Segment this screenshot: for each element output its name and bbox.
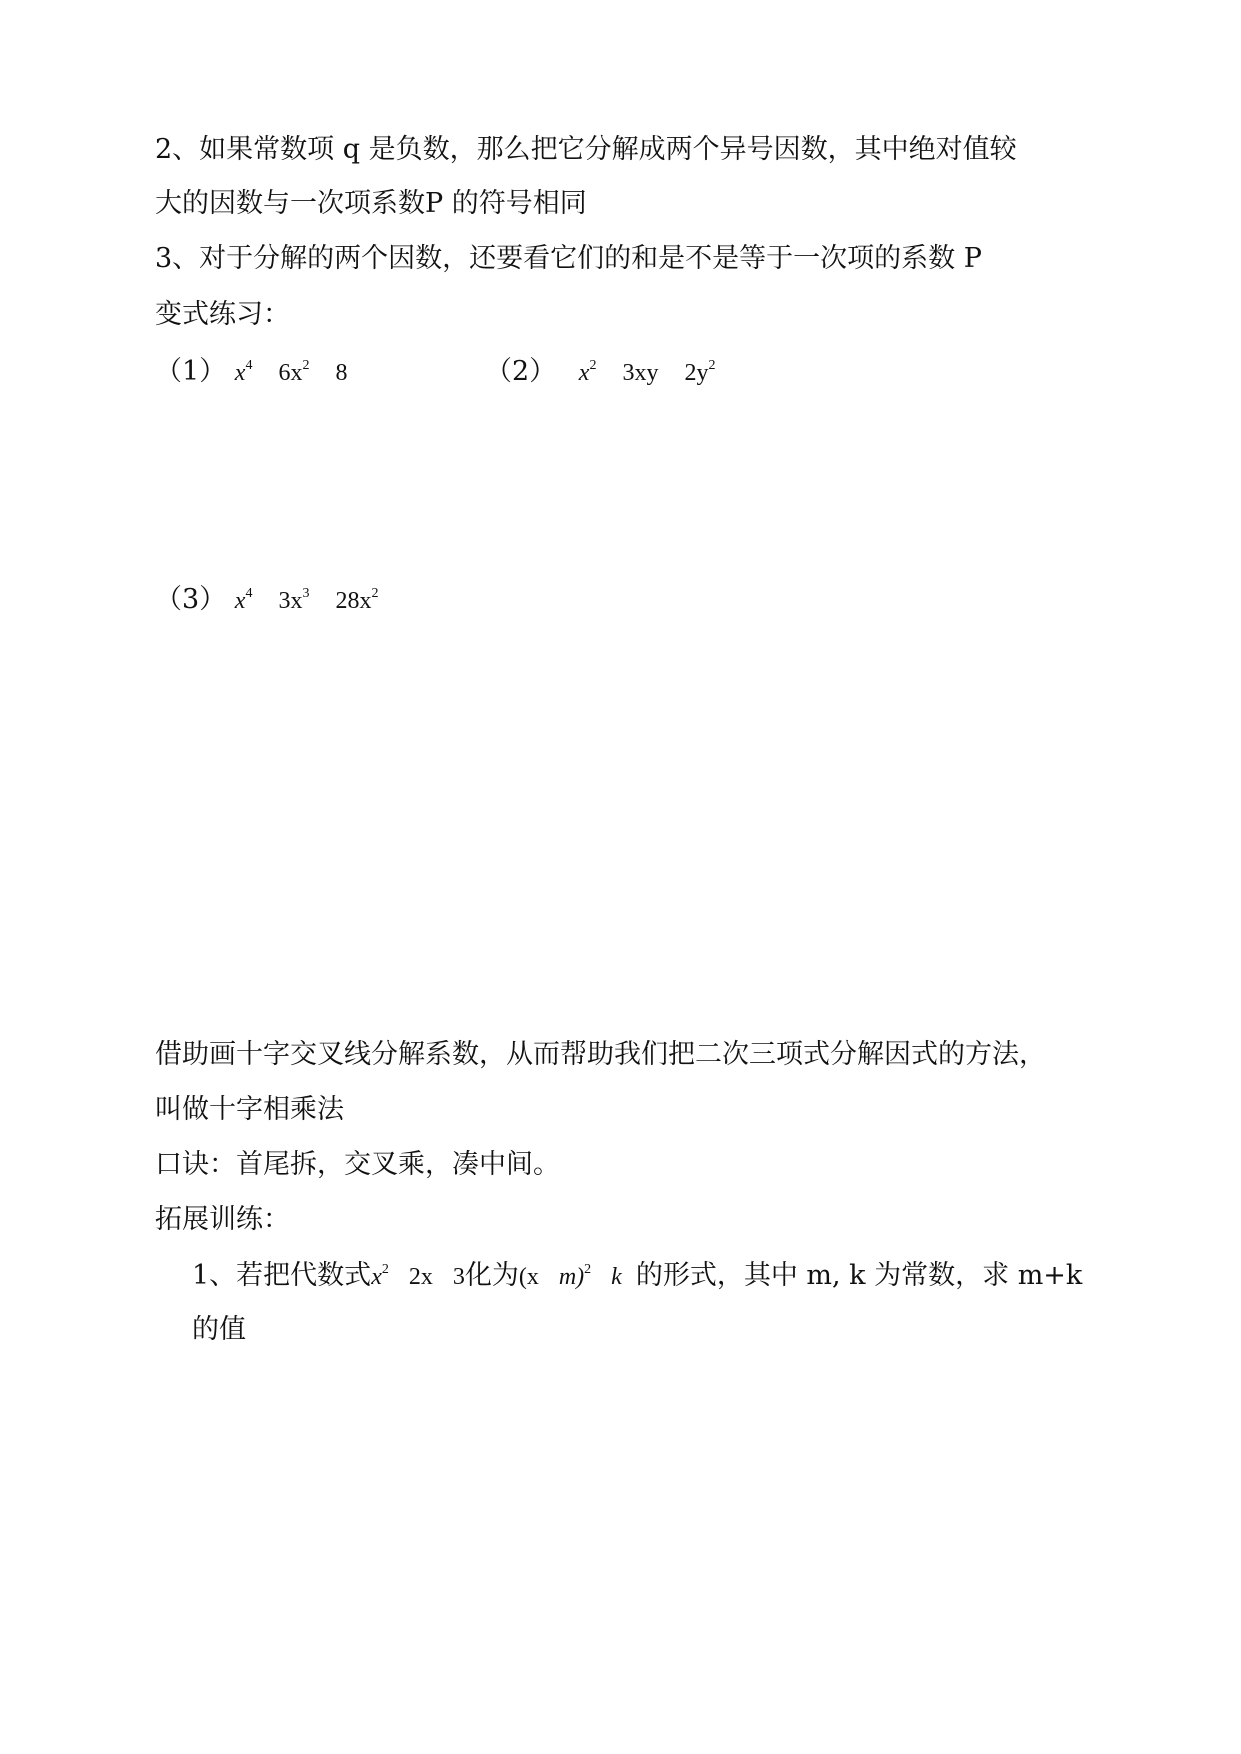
math-expression: $x^2$ 2x 3: [371, 1262, 465, 1290]
math-expression: $x^2$ 3xy $2y^2$: [578, 358, 716, 386]
mnemonic: 口诀：首尾拆，交叉乘，凑中间。: [155, 1149, 560, 1180]
exercise-label: （1）: [155, 356, 227, 387]
definition-line1: 借助画十字交叉线分解系数，从而帮助我们把二次三项式分解因式的方法，: [155, 1039, 1046, 1070]
para2-line1: 2、如果常数项 q 是负数，那么把它分解成两个异号因数，其中绝对值较: [155, 134, 1017, 165]
exercise-label: （3）: [155, 584, 227, 615]
math-expression: $x^4$ $6x^2$ 8: [234, 358, 348, 386]
exercise-2: [485, 352, 715, 393]
math-expression: $x^4$ $3x^3$ $28x^2$: [234, 586, 379, 614]
exercise-label: （2）: [485, 356, 557, 387]
variant-title: 变式练习：: [155, 299, 290, 330]
exercise-1: [155, 352, 347, 393]
definition-line2: 叫做十字相乘法: [155, 1094, 344, 1125]
para2-line2: 大的因数与一次项系数P 的符号相同: [155, 188, 587, 219]
exercise-3: [155, 580, 378, 621]
extension-question-1-line2: 的值: [192, 1314, 246, 1345]
extension-title: 拓展训练：: [155, 1204, 290, 1235]
extension-question-1: 1、若把代数式$x^2$ 2x 3化为(x m)$^2$ k 的形式，其中 m, k 为常数，求 m+k: [192, 1260, 1083, 1291]
para3: 3、对于分解的两个因数，还要看它们的和是不是等于一次项的系数 P: [155, 243, 982, 274]
math-expression: (x m)$^2$ k: [518, 1262, 622, 1290]
